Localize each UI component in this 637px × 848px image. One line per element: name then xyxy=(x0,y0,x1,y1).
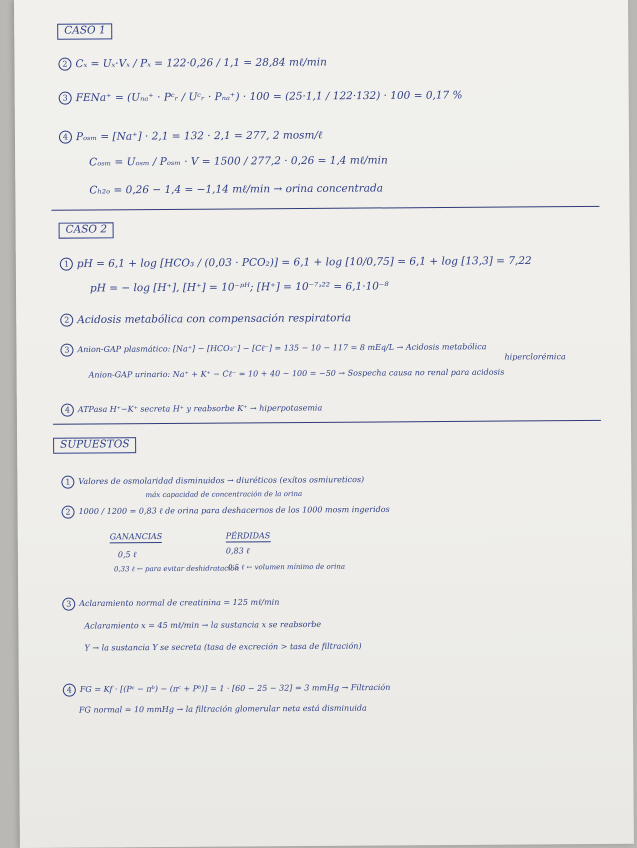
perdidas-value: 0,83 ℓ xyxy=(225,546,250,556)
supuestos-s2-note: máx capacidad de concentración de la orina xyxy=(145,490,303,500)
supuestos-s4a: 4 FG = Kf · [(Pᶜ − πᵇ) − (πᶜ + Pᵇ)] = 1 · [60 − 25 − 32] = 3 mmHg → Filtración xyxy=(63,681,391,696)
supuestos-s3b: Aclaramiento x = 45 mℓ/min → la sustancia x se reabsorbe xyxy=(84,619,322,631)
supuestos-s1: 1 Valores de osmolaridad disminuidos → diuréticos (exítos osmiureticos) xyxy=(61,474,364,489)
caso2-l3a2: hiperclorémica xyxy=(504,352,566,362)
ganancias-value: 0,5 ℓ xyxy=(117,550,137,560)
perdidas-note: 0,5 ℓ ← volumen mínimo de orina xyxy=(227,562,346,572)
ganancias-note: 0,33 ℓ ← para evitar deshidratación xyxy=(113,564,240,574)
perdidas-header: PÉRDIDAS xyxy=(225,531,271,541)
supuestos-title: SUPUESTOS xyxy=(53,437,137,453)
caso1-line3b: Cₒₛₘ = Uₒₛₘ / Pₒₛₘ · V = 1500 / 277,2 · 0,26 = 1,4 mℓ/min xyxy=(89,154,388,169)
supuestos-s3c: Y → la sustancia Y se secreta (tasa de excreción > tasa de filtración) xyxy=(84,641,362,653)
supuestos-s2: 2 1000 / 1200 = 0,83 ℓ de orina para deshacernos de los 1000 mosm ingeridos xyxy=(62,503,390,518)
caso1-line3c: Cₕ₂ₒ = 0,26 − 1,4 = −1,14 mℓ/min → orina concentrada xyxy=(89,182,383,197)
ganancias-header: GANANCIAS xyxy=(109,531,163,542)
caso2-title: CASO 2 xyxy=(59,222,115,238)
caso1-line3a: 4 Pₒₛₘ = [Na⁺] · 2,1 = 132 · 2,1 = 277, 2 mosm/ℓ xyxy=(59,129,323,144)
supuestos-s3a: 3 Aclaramiento normal de creatinina = 125 mℓ/min xyxy=(62,596,279,611)
caso2-l1a: 1 pH = 6,1 + log [HCO₃ / (0,03 · PCO₂)] = 6,1 + log [10/0,75] = 6,1 + log [13,3] = 7,22 xyxy=(60,254,532,270)
caso1-title: CASO 1 xyxy=(57,23,113,39)
caso2-l4: 4 ATPasa H⁺−K⁺ secreta H⁺ y reabsorbe K⁺ → hiperpotasemia xyxy=(61,402,322,417)
divider-2 xyxy=(53,420,601,425)
caso2-l3a: 3 Anion-GAP plasmático: [Na⁺] − [HCO₃⁻] − [Cℓ⁻] = 135 − 10 − 117 = 8 mEq/L → Acidosis metabólica xyxy=(60,341,486,357)
notebook-page xyxy=(14,0,634,848)
supuestos-s4b: FG normal = 10 mmHg → la filtración glomerular neta está disminuida xyxy=(78,703,367,715)
caso2-l2: 2 Acidosis metabólica con compensación respiratoria xyxy=(60,312,351,327)
caso1-line1: 2 Cₓ = Uₓ·Vₓ / Pₓ = 122·0,26 / 1,1 = 28,84 mℓ/min xyxy=(58,56,327,71)
caso1-line2: 3 FENa⁺ = (Uₙₐ⁺ · Pᶜᵣ / Uᶜᵣ · Pₙₐ⁺) · 100 = (25·1,1 / 122·132) · 100 = 0,17 % xyxy=(59,89,463,105)
caso2-l3b: Anion-GAP urinario: Na⁺ + K⁺ − Cℓ⁻ = 10 + 40 − 100 = −50 → Sospecha causa no renal para acidosis xyxy=(88,367,505,380)
caso2-l1b: pH = − log [H⁺], [H⁺] = 10⁻ᵖᴴ; [H⁺] = 10⁻⁷˒²² = 6,1·10⁻⁸ xyxy=(89,280,389,295)
divider-1 xyxy=(51,206,599,211)
